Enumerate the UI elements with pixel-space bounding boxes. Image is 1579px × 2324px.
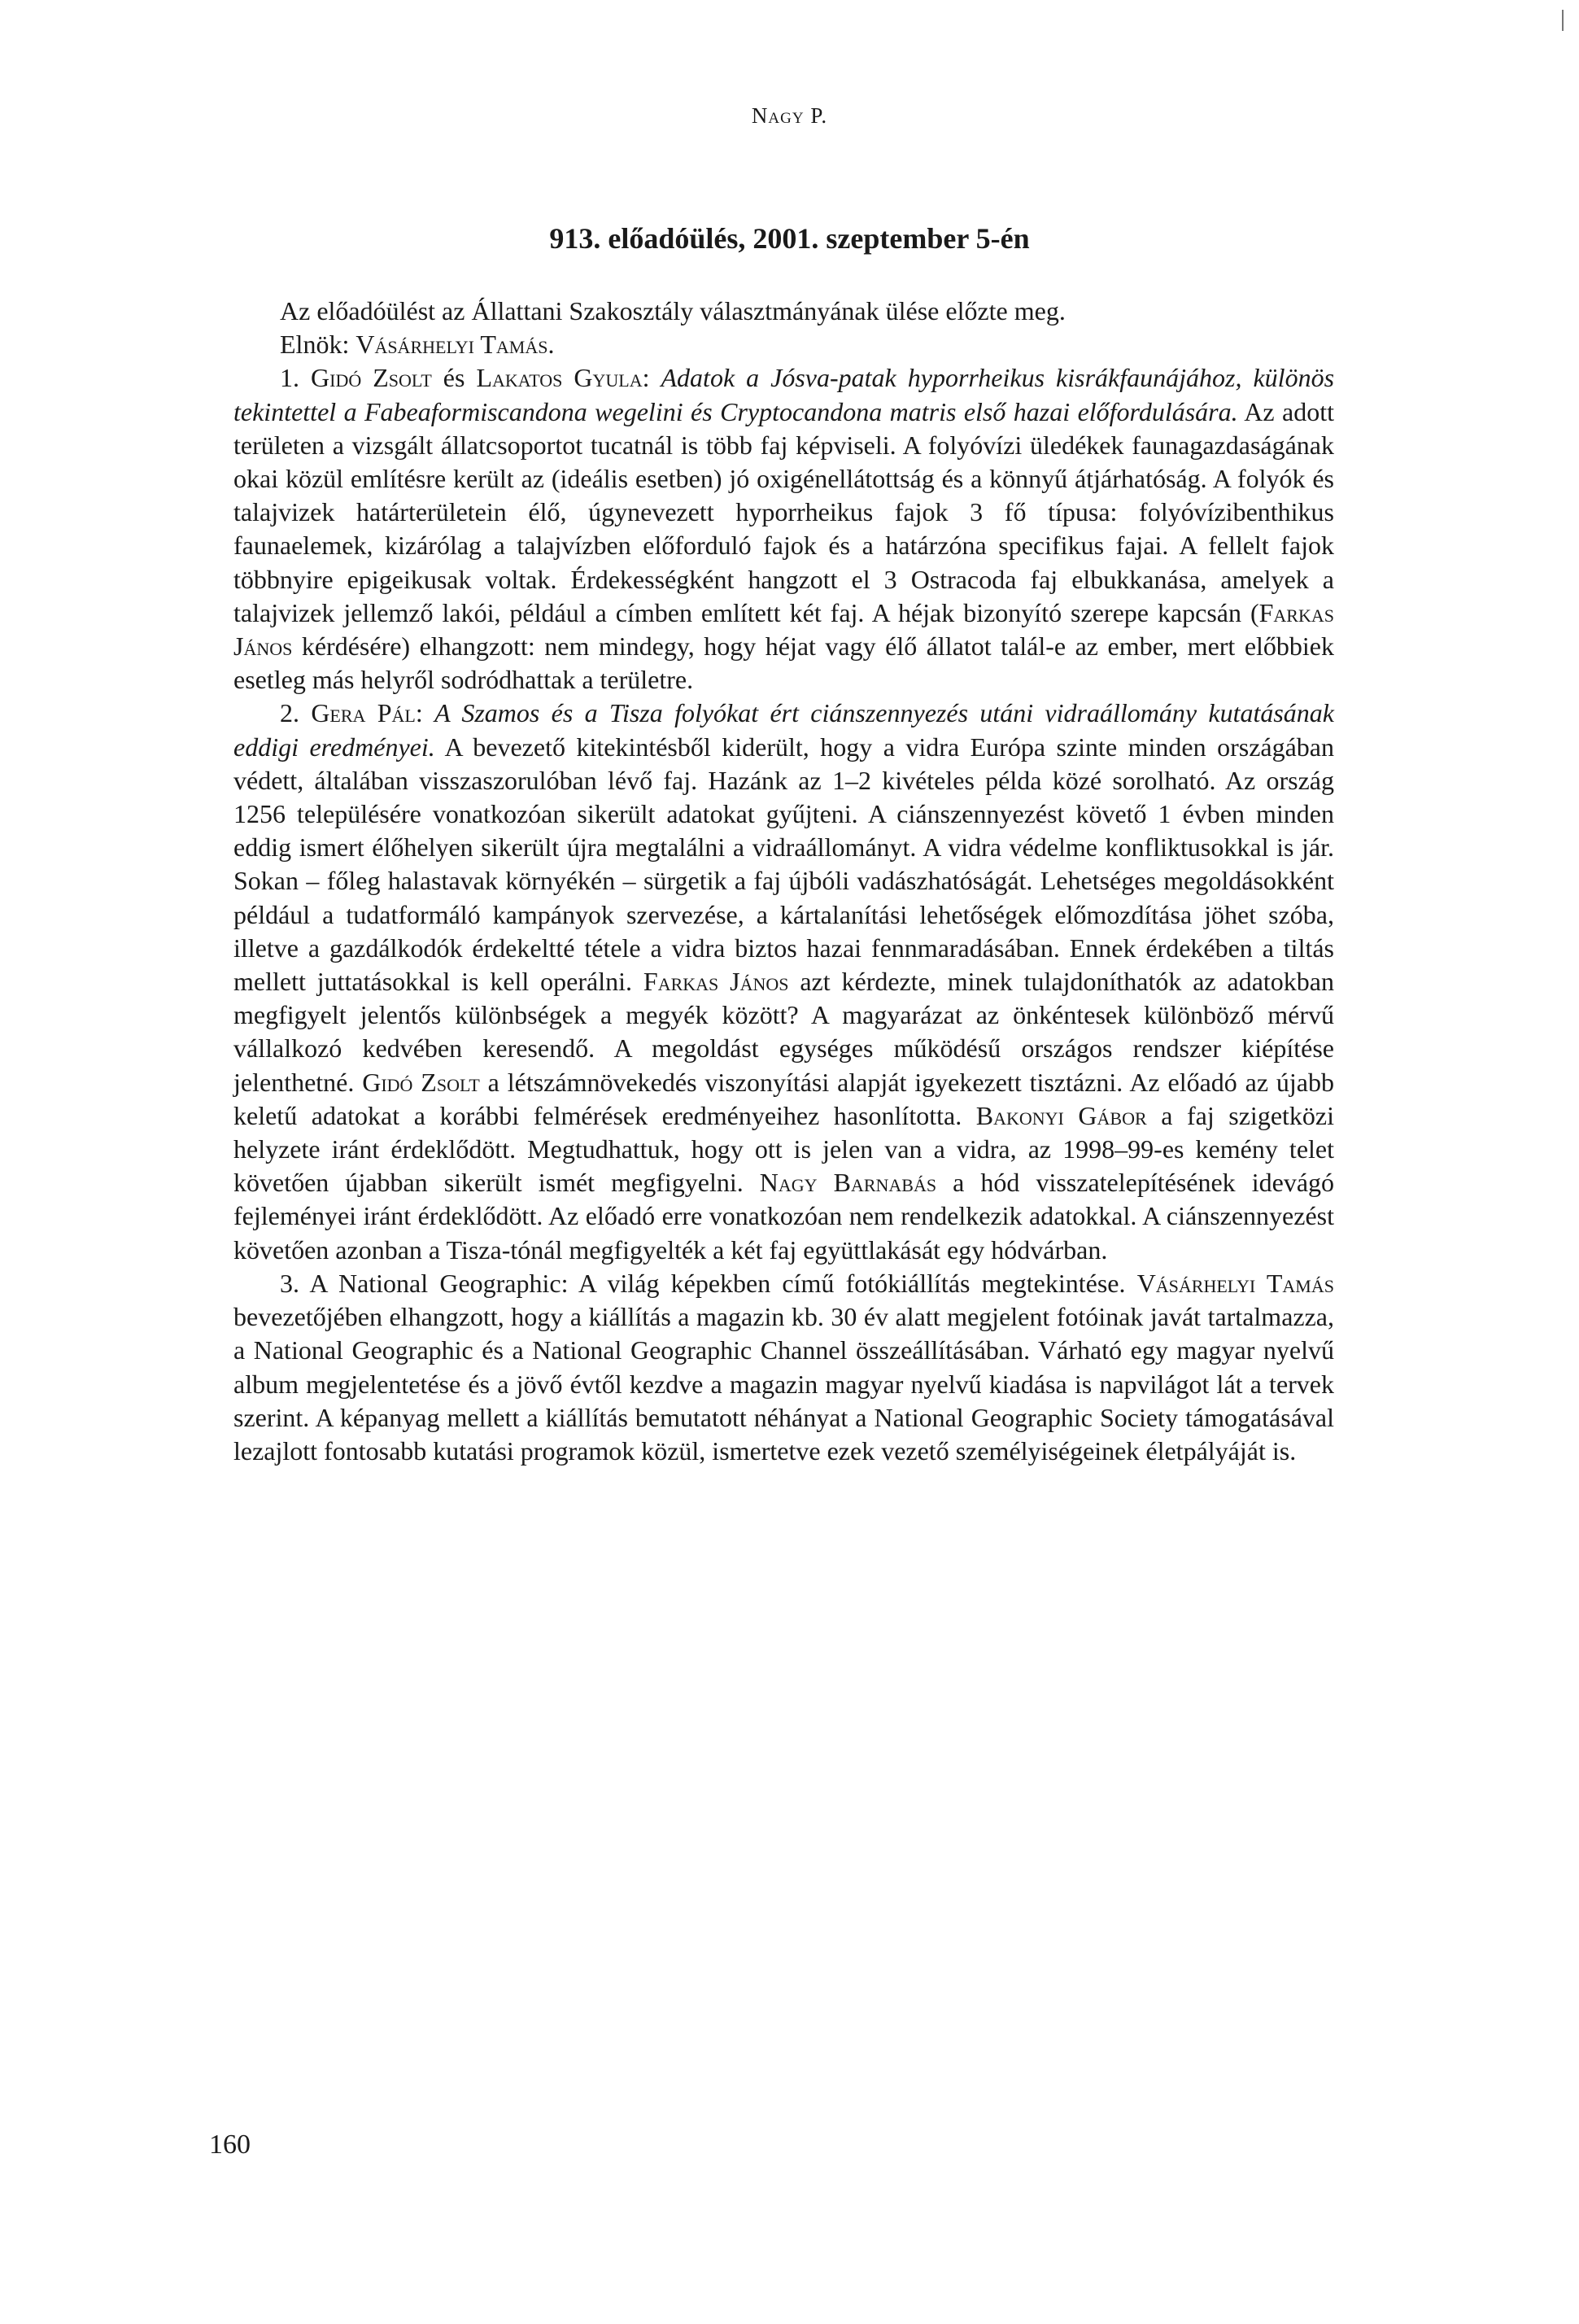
lecture-2-colon: : [415,698,435,728]
lecture-1-number: 1. [280,363,312,393]
lecture-1-text-2: kérdésére) elhangzott: nem mindegy, hogy héjat vagy élő állatot talál-e az ember, mert előbbiek esetleg más helyről sodródhattak a területre. [233,631,1334,695]
lecture-2-person-2: Gidó Zsolt [362,1067,480,1097]
lecture-3-person-1: Vásárhelyi Tamás [1136,1268,1334,1298]
page-number: 160 [209,2130,251,2160]
chair-line [233,328,1334,361]
lecture-2-title: A Szamos és a Tisza folyókat ért ciánszennyezés utáni vidraállomány kutatásának eddigi eredményei. [233,698,1335,762]
chair-name: Vásárhelyi Tamás. [355,330,555,360]
lecture-1-author-1: Gidó Zsolt [311,363,432,393]
lecture-2-person-4: Nagy Barnabás [759,1168,937,1198]
body-text [233,295,1334,1468]
lecture-3-text-2: bevezetőjében elhangzott, hogy a kiállítás a magazin kb. 30 év alatt megjelent fotóinak javát tartalmazza, a National Geographic és a National Geographic Channel összeállításában. Várható egy magyar nyelvű album megjelentetése és a jövő évtől kezdve a magazin magyar nyelvű kiadása is napvilágot lát a tervek szerint. A képanyag mellett a kiállítás bemutatott néhányat a National Geographic Society támogatásával lezajlott fontosabb kutatási programok közül, ismertetve ezek vezető személyiségeinek életpályáját is. [233,1302,1334,1466]
lecture-2-text-1: A bevezető kitekintésből kiderült, hogy a vidra Európa szinte minden országában védett, általában visszaszorulóban lévő faj. Hazánk az 1–2 kivételes példa közé sorolható. Az ország 1256 településére vonatkozóan sikerült adatokat gyűjteni. A ciánszennyezést követő 1 évben minden eddig ismert élőhelyen sikerült újra megtalálni a vidraállományt. A vidra védelme konfliktusokkal is jár. Sokan – főleg halastavak környékén – sürgetik a faj újbóli vadászhatóságát. Lehetséges megoldásokként például a tudatformáló kampányok szervezése, a kártalanítási lehetőségek előmozdítása jöhet szóba, illetve a gazdálkodók érdekeltté tétele a vidra biztos hazai fennmaradásában. Ennek érdekében a tiltás mellett juttatásokkal is kell operálni. [233,732,1335,997]
lecture-2-person-1: Farkas János [643,967,789,997]
lecture-2 [233,697,1334,1266]
lecture-2-text-2: azt kérdezte, minek tulajdoníthatók az adatokban megfigyelt jelentős különbségek a megyék között? A magyarázat az önkéntesek különböző mérvű vállalkozó kedvében keresendő. A megoldást egységes működésű országos rendszer kiépítése jelenthetné. [233,967,1334,1097]
lecture-2-person-3: Bakonyi Gábor [975,1100,1147,1130]
lecture-2-author: Gera Pál [311,698,416,728]
lecture-2-text-4: a faj szigetközi helyzete iránt érdeklődött. Megtudhattuk, hogy ott is jelen van a vidra, az 1998–99-es kemény telet követően újabban sikerült ismét megfigyelni. [233,1100,1335,1198]
lecture-1-title: Adatok a Jósva-patak hyporrheikus kisrákfaunájához, különös tekintettel a Fabeaformiscandona wegelini és Cryptocandona matris első hazai előfordulására. [233,363,1335,426]
scan-edge-mark [1562,10,1564,31]
lecture-1-text-1: Az adott területen a vizsgált állatcsoportot tucatnál is több faj képviseli. A folyóvízi üledékek faunagazdaságának okai közül említésre került az (ideális esetben) jó oxigénellátottság és a könnyű átjárhatóság. A folyók és talajvizek határterületein élő, úgynevezett hyporrheikus fajok 3 fő típusa: folyóvízibenthikus faunaelemek, kizárólag a talajvízben előforduló fajok és a határzóna specifikus fajai. A fellelt fajok többnyire epigeikusak voltak. Érdekességként hangzott el 3 Ostracoda faj elbukkanása, amelyek a talajvizek jellemző lakói, például a címben említett két faj. A héjak bizonyító szerepe kapcsán ( [233,396,1335,627]
lecture-1-colon: : [642,363,661,393]
lecture-2-text-5: a hód visszatelepítésének idevágó fejleményei iránt érdeklődött. Az előadó erre vonatkozóan nem rendelkezik adatokkal. A ciánszennyezést követően azonban a Tisza-tónál megfigyelték a két faj együttlakását egy hódvárban. [233,1168,1335,1265]
lecture-1 [233,361,1334,697]
lecture-2-text-3: a létszámnövekedés viszonyítási alapját igyekezett tisztázni. Az előadó az újabb keletű adatokat a korábbi felmérések eredményeihez hasonlította. [233,1067,1334,1130]
lecture-1-person-1: Farkas János [233,597,1334,662]
lecture-1-conj: és [431,363,477,393]
session-title: 913. előadóülés, 2001. szeptember 5-én [549,222,1030,255]
chair-label: Elnök: [280,330,356,360]
lecture-3-text-1: 3. A National Geographic: A világ képekben című fotókiállítás megtekintése. [280,1268,1137,1298]
running-head: Nagy P. [751,103,828,128]
lecture-2-number: 2. [280,698,312,728]
intro-paragraph: Az előadóülést az Állattani Szakosztály választmányának ülése előzte meg. [280,296,1066,325]
lecture-1-author-2: Lakatos Gyula [476,363,643,393]
lecture-3 [233,1267,1334,1468]
